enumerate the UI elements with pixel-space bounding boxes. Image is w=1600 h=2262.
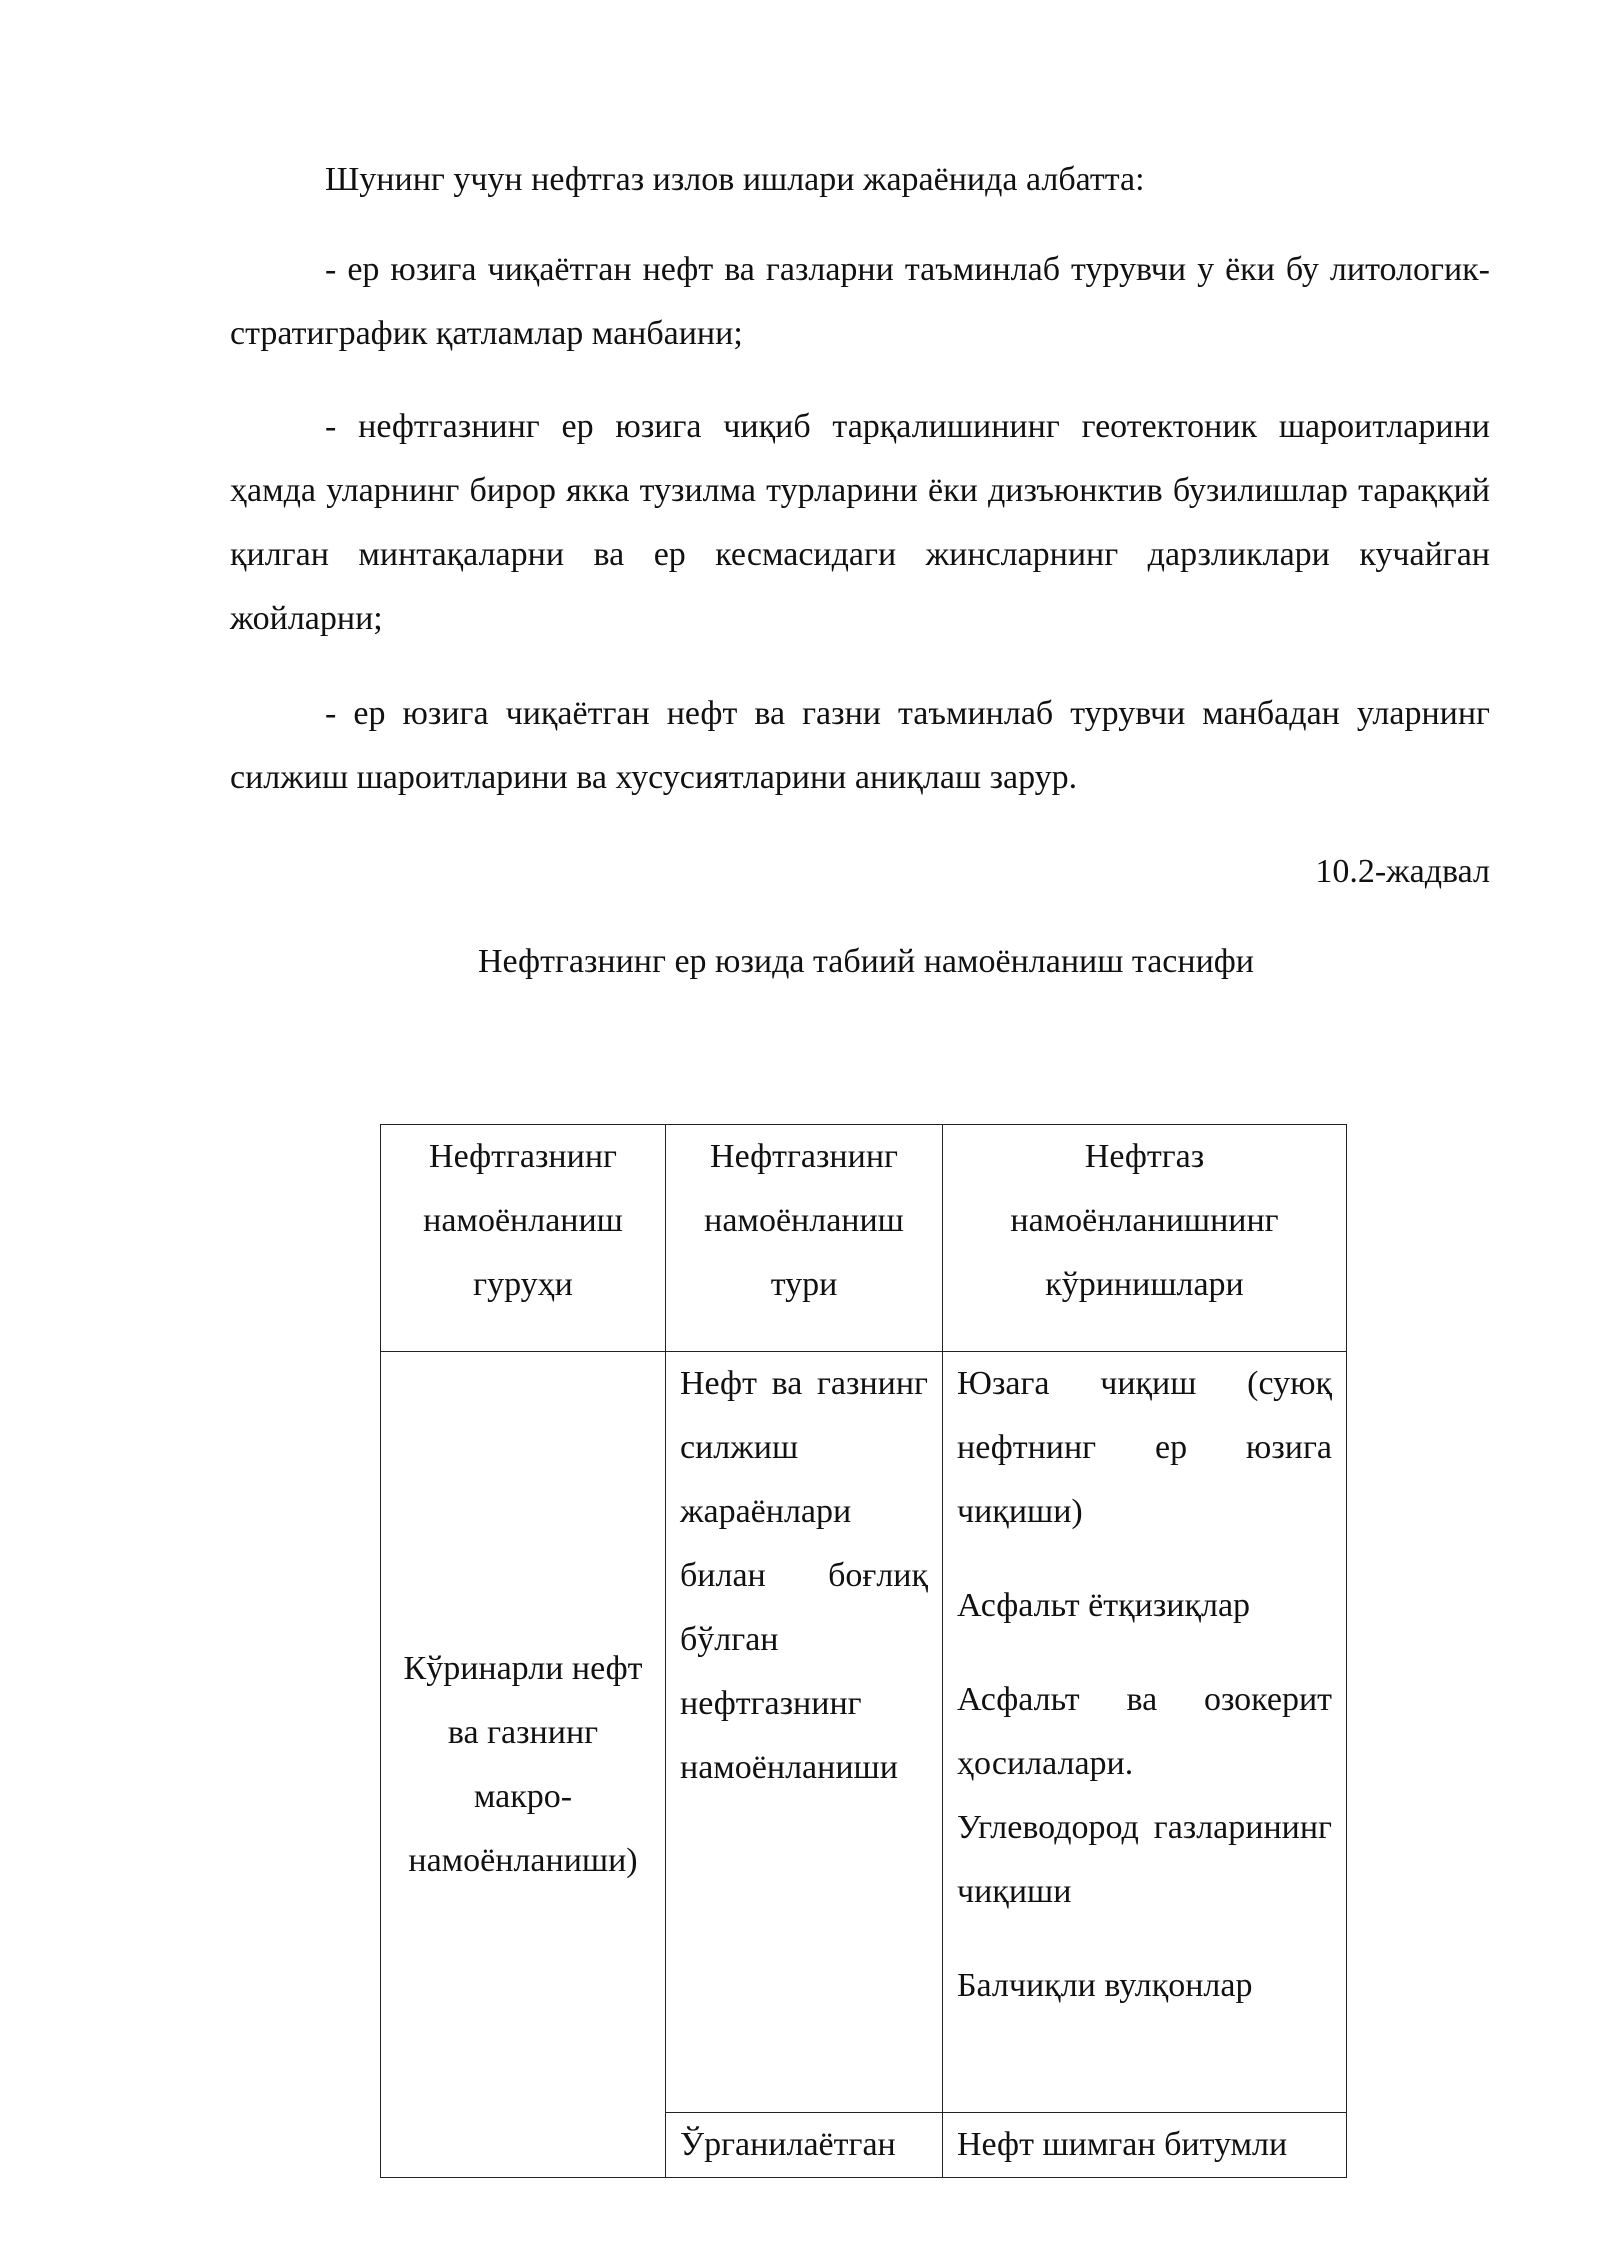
- header-type: Нефтгазнинг намоёнланиш тури: [666, 1125, 943, 1352]
- view-item: Углеводород газларининг чиқиши: [957, 1809, 1332, 1910]
- view-cell-partial: Нефт шимган битумли: [943, 2113, 1347, 2178]
- paragraph-item-1: - ер юзига чиқаётган нефт ва газларни таъминлаб турувчи у ёки бу литологик-стратиграфик қатламлар манбаини;: [230, 251, 1490, 352]
- view-item: Юзага чиқиш (суюқ нефтнинг ер юзига чиқиши): [957, 1365, 1332, 1530]
- classification-table: [380, 1124, 1347, 2178]
- table-number: 10.2-жадвал: [1315, 853, 1490, 890]
- group-cell: Кўринарли нефт ва газнинг макро-намоёнланиши): [381, 1352, 666, 2178]
- table-header-row: [381, 1125, 1347, 1352]
- table-title: Нефтгазнинг ер юзида табиий намоёнланиш таснифи: [478, 943, 1254, 980]
- type-cell-partial: Ўрганилаётган: [666, 2113, 943, 2178]
- table-row: [381, 1352, 1347, 2113]
- view-item: Асфальт ётқизиқлар: [957, 1587, 1251, 1624]
- header-views: Нефтгаз намоёнланишнинг кўринишлари: [943, 1125, 1347, 1352]
- header-group: Нефтгазнинг намоёнланиш гуруҳи: [381, 1125, 666, 1352]
- views-cell: [943, 1352, 1347, 2113]
- view-item: Балчиқли вулқонлар: [957, 1967, 1253, 2004]
- view-item: Асфальт ва озокерит ҳосилалари.: [957, 1681, 1332, 1782]
- paragraph-intro: Шунинг учун нефтгаз излов ишлари жараёнида албатта:: [325, 161, 1145, 198]
- paragraph-item-3: - ер юзига чиқаётган нефт ва газни таъминлаб турувчи манбадан уларнинг силжиш шароитларини ва хусусиятларини аниқлаш зарур.: [230, 695, 1490, 796]
- type-cell: Нефт ва газнинг силжиш жараёнлари билан боғлиқ бўлган нефтгазнинг намоёнланиши: [666, 1352, 943, 2113]
- paragraph-item-2: - нефтгазнинг ер юзига чиқиб тарқалишининг геотектоник шароитларини ҳамда уларнинг бирор якка тузилма турларини ёки дизъюнктив бузилишлар тараққий қилган минтақаларни ва ер кесмасидаги жинсларнинг дарзликлари кучайган жойларни;: [230, 408, 1490, 637]
